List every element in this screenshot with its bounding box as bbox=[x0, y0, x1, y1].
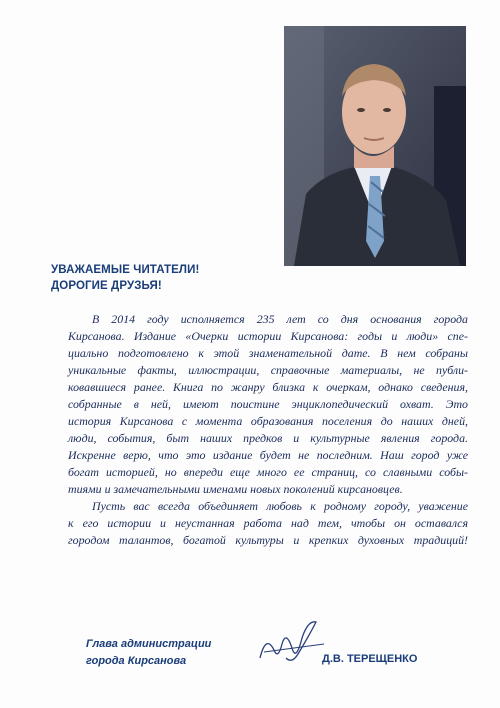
greeting-line-2: ДОРОГИЕ ДРУЗЬЯ! bbox=[51, 280, 162, 292]
body-line: тиями и замечательными именами новых поколений кирсановцев. bbox=[68, 482, 403, 496]
body-line: Пусть вас всегда объединяет любовь к родному городу, уважение bbox=[92, 499, 468, 513]
body-line: Кирсанова. Издание «Очерки истории Кирсанова: годы и люди» спе- bbox=[68, 329, 468, 343]
body-line: ковавшиеся ранее. Книга по жанру близка к очеркам, однако сведения, bbox=[68, 380, 468, 394]
body-line: В 2014 году исполняется 235 лет со дня основания города bbox=[92, 312, 468, 326]
signatory-title-line-2: города Кирсанова bbox=[86, 655, 187, 667]
body-line: история Кирсанова с момента образования поселения до наших дней, bbox=[68, 414, 468, 428]
signatory-name: Д.В. ТЕРЕЩЕНКО bbox=[322, 653, 418, 665]
body-line: городом талантов, богатой культуры и крепких духовных традиций! bbox=[68, 533, 468, 547]
portrait-photo bbox=[284, 26, 466, 266]
body-line: собранные в ней, имеют поистине энциклопедический охват. Это bbox=[68, 397, 468, 411]
signatory-title bbox=[86, 636, 211, 670]
letter-body bbox=[68, 311, 468, 549]
body-line: богат историей, но впереди еще много ее страниц, со славными собы- bbox=[68, 465, 468, 479]
handwritten-signature bbox=[252, 614, 332, 670]
body-line: Искренне верю, что это издание будет не последним. Наш город уже bbox=[68, 448, 468, 462]
body-line: циально подготовлено к этой знаменательной дате. В нем собраны bbox=[68, 346, 468, 360]
greeting-line-1: УВАЖАЕМЫЕ ЧИТАТЕЛИ! bbox=[51, 264, 200, 276]
body-line: люди, события, быт наших предков и культурные явления города. bbox=[68, 431, 468, 445]
body-line: к его истории и неустанная работа над тем, чтобы он оставался bbox=[68, 516, 468, 530]
greeting-heading bbox=[51, 262, 281, 294]
signatory-title-line-1: Глава администрации bbox=[86, 638, 212, 650]
portrait-illustration bbox=[284, 26, 466, 266]
body-line: уникальные факты, иллюстрации, справочные материалы, не публи- bbox=[68, 363, 468, 377]
